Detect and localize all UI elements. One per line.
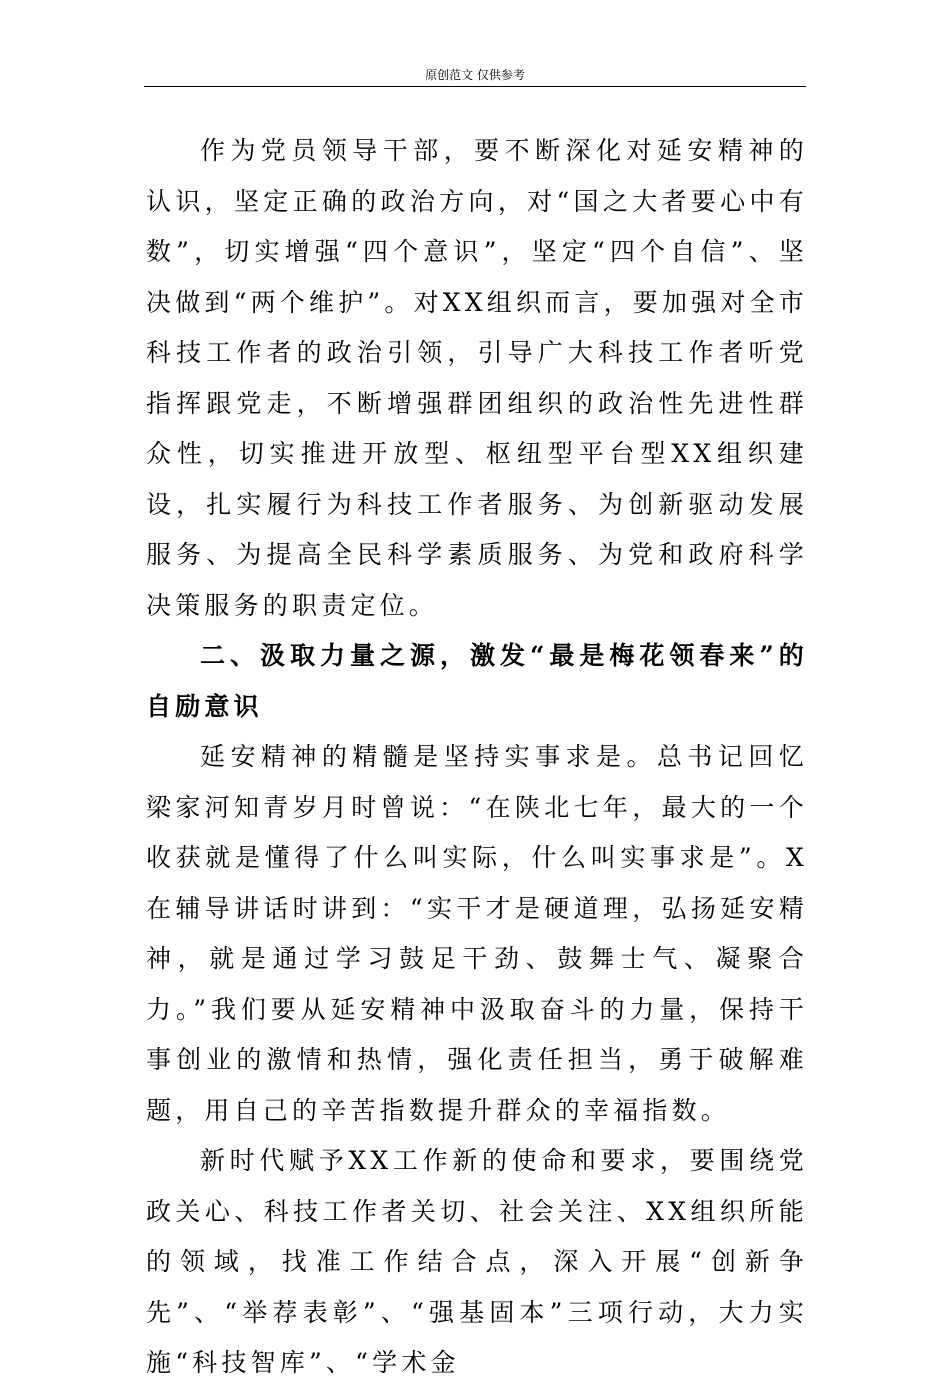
paragraph-new-era: 新时代赋予XX工作新的使命和要求，要围绕党政关心、科技工作者关切、社会关注、XX组织所能的领域，找准工作结合点，深入开展“创新争先”、“举荐表彰”、“强基固本”三项行动，大力实施“科技智库”、“学术金 (146, 1146, 808, 1377)
page-header (144, 66, 806, 87)
paragraph-political-direction: 作为党员领导干部，要不断深化对延安精神的认识，坚定正确的政治方向，对“国之大者要心中有数”，切实增强“四个意识”，坚定“四个自信”、坚决做到“两个维护”。对XX组织而言，要加强对全市科技工作者的政治引领，引导广大科技工作者听党指挥跟党走，不断增强群团组织的政治性先进性群众性，切实推进开放型、枢纽型平台型XX组织建设，扎实履行为科技工作者服务、为创新驱动发展服务、为提高全民科学素质服务、为党和政府科学决策服务的职责定位。 (146, 136, 808, 620)
paragraph-seek-truth: 延安精神的精髓是坚持实事求是。总书记回忆梁家河知青岁月时曾说：“在陕北七年，最大的一个收获就是懂得了什么叫实际，什么叫实事求是”。X在辅导讲话时讲到：“实干才是硬道理，弘扬延安精神，就是通过学习鼓足干劲、鼓舞士气、凝聚合力。”我们要从延安精神中汲取奋斗的力量，保持干事创业的激情和热情，强化责任担当，勇于破解难题，用自己的辛苦指数提升群众的幸福指数。 (146, 742, 808, 1125)
document-body (146, 126, 808, 1389)
section-heading: 二、汲取力量之源，激发“最是梅花领春来”的自励意识 (146, 641, 808, 721)
header-text: 原创范文 仅供参考 (425, 68, 525, 82)
